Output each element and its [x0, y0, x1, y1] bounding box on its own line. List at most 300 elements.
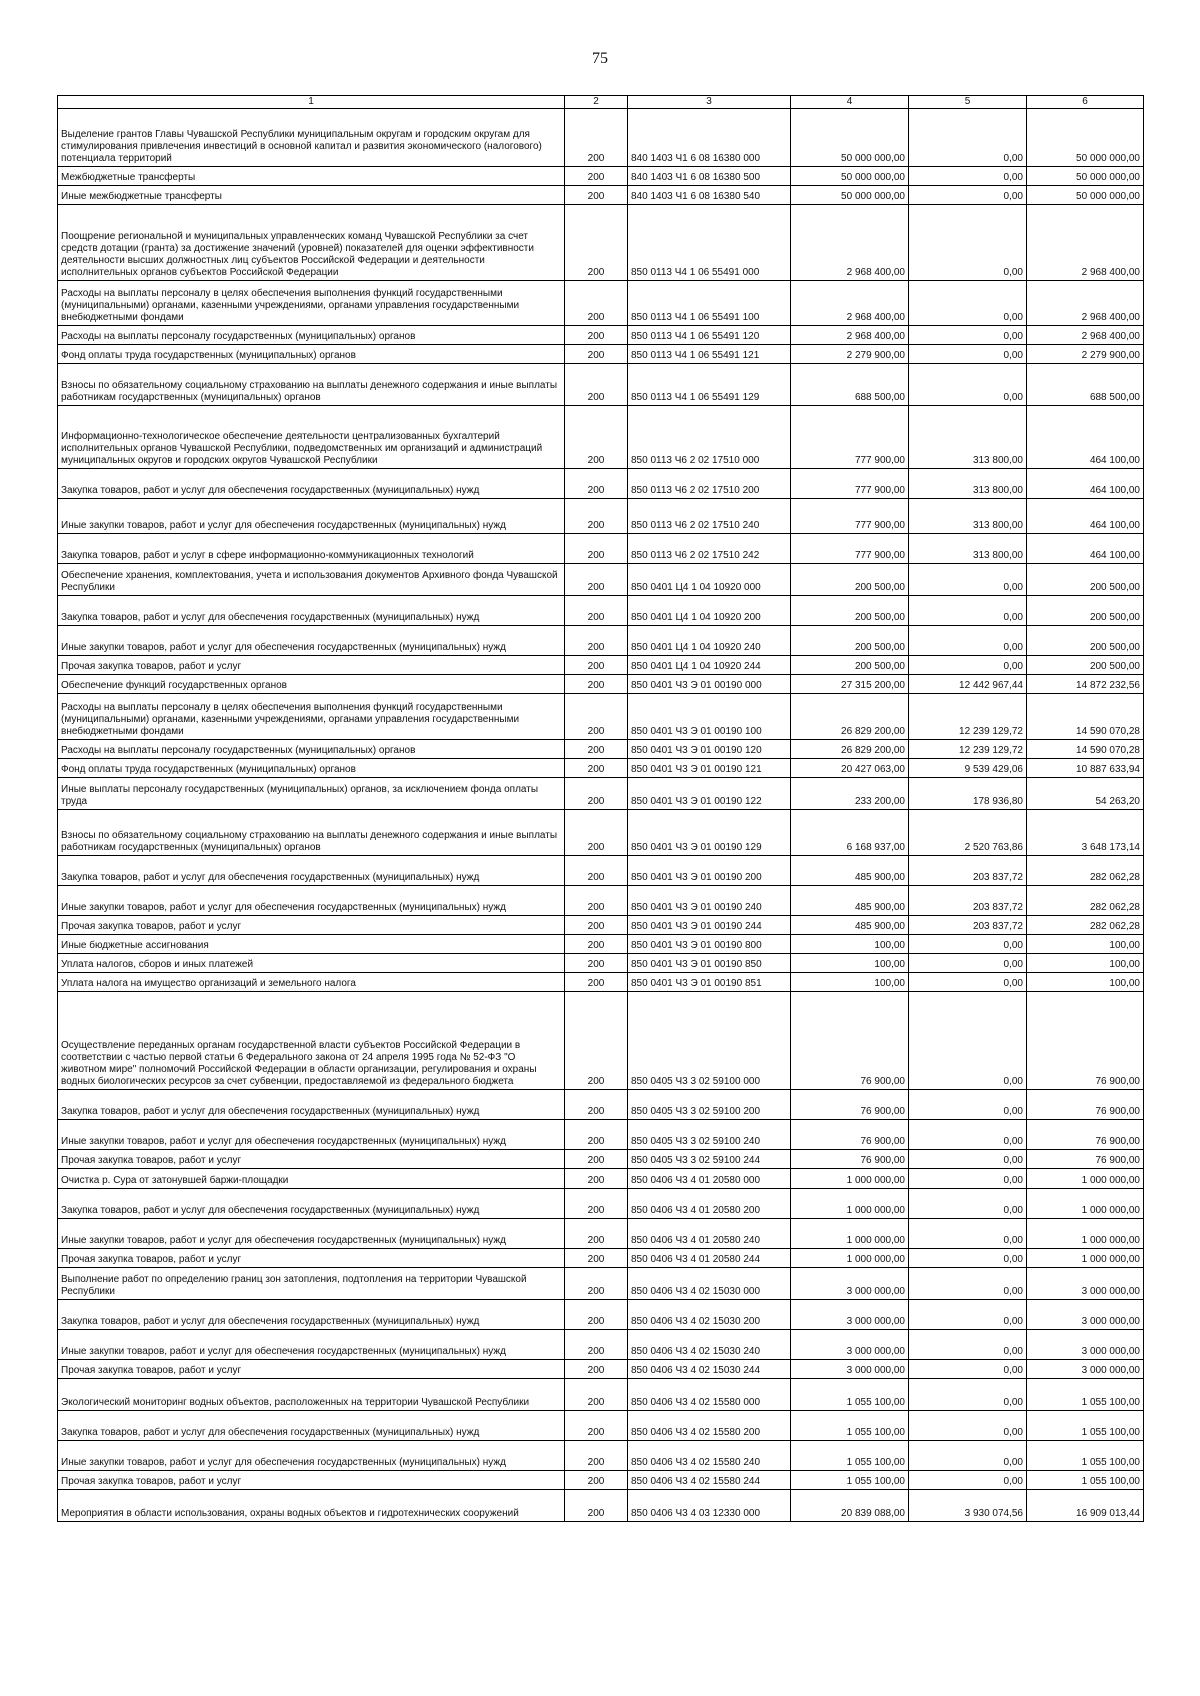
item-name-cell: Закупка товаров, работ и услуг для обеспечения государственных (муниципальных) нужд	[58, 1189, 565, 1219]
budget-code-cell: 850 0406 Ч3 4 02 15580 240	[628, 1441, 791, 1471]
table-row	[58, 1268, 1144, 1300]
budget-code-cell: 850 0401 Ч3 Э 01 00190 200	[628, 856, 791, 886]
executed-amount-cell: 9 539 429,06	[909, 759, 1027, 778]
column-number-row	[58, 96, 1144, 109]
executed-amount-cell: 0,00	[909, 954, 1027, 973]
approved-amount-cell: 777 900,00	[791, 469, 909, 499]
line-code-cell: 200	[565, 281, 628, 326]
remaining-amount-cell: 76 900,00	[1027, 1150, 1144, 1169]
budget-code-cell: 850 0406 Ч3 4 01 20580 244	[628, 1249, 791, 1268]
budget-code-cell: 850 0113 Ч4 1 06 55491 129	[628, 364, 791, 406]
remaining-amount-cell: 2 968 400,00	[1027, 326, 1144, 345]
remaining-amount-cell: 200 500,00	[1027, 656, 1144, 675]
budget-code-cell: 850 0113 Ч6 2 02 17510 000	[628, 406, 791, 469]
executed-amount-cell: 0,00	[909, 109, 1027, 167]
remaining-amount-cell: 1 000 000,00	[1027, 1189, 1144, 1219]
table-row	[58, 759, 1144, 778]
table-row	[58, 856, 1144, 886]
approved-amount-cell: 485 900,00	[791, 886, 909, 916]
approved-amount-cell: 1 000 000,00	[791, 1189, 909, 1219]
executed-amount-cell: 0,00	[909, 1330, 1027, 1360]
remaining-amount-cell: 2 968 400,00	[1027, 205, 1144, 281]
column-header: 5	[909, 96, 1027, 109]
line-code-cell: 200	[565, 1249, 628, 1268]
approved-amount-cell: 200 500,00	[791, 656, 909, 675]
line-code-cell: 200	[565, 1268, 628, 1300]
approved-amount-cell: 27 315 200,00	[791, 675, 909, 694]
executed-amount-cell: 12 239 129,72	[909, 740, 1027, 759]
budget-code-cell: 850 0113 Ч4 1 06 55491 000	[628, 205, 791, 281]
table-row	[58, 364, 1144, 406]
table-row	[58, 469, 1144, 499]
item-name-cell: Прочая закупка товаров, работ и услуг	[58, 1360, 565, 1379]
remaining-amount-cell: 200 500,00	[1027, 564, 1144, 596]
line-code-cell: 200	[565, 810, 628, 856]
column-header: 3	[628, 96, 791, 109]
table-row	[58, 1411, 1144, 1441]
line-code-cell: 200	[565, 1330, 628, 1360]
executed-amount-cell: 0,00	[909, 1268, 1027, 1300]
remaining-amount-cell: 76 900,00	[1027, 1090, 1144, 1120]
executed-amount-cell: 0,00	[909, 1169, 1027, 1189]
approved-amount-cell: 26 829 200,00	[791, 694, 909, 740]
item-name-cell: Иные закупки товаров, работ и услуг для обеспечения государственных (муниципальных) нужд	[58, 499, 565, 534]
budget-code-cell: 850 0406 Ч3 4 02 15580 000	[628, 1379, 791, 1411]
budget-code-cell: 850 0401 Ч3 Э 01 00190 129	[628, 810, 791, 856]
table-row	[58, 1441, 1144, 1471]
executed-amount-cell: 203 837,72	[909, 856, 1027, 886]
line-code-cell: 200	[565, 759, 628, 778]
column-header: 4	[791, 96, 909, 109]
remaining-amount-cell: 200 500,00	[1027, 596, 1144, 626]
table-row	[58, 1471, 1144, 1490]
line-code-cell: 200	[565, 1300, 628, 1330]
remaining-amount-cell: 14 872 232,56	[1027, 675, 1144, 694]
line-code-cell: 200	[565, 856, 628, 886]
budget-code-cell: 850 0406 Ч3 4 01 20580 200	[628, 1189, 791, 1219]
budget-rows	[58, 109, 1144, 1522]
remaining-amount-cell: 2 968 400,00	[1027, 281, 1144, 326]
budget-code-cell: 850 0401 Ч3 Э 01 00190 800	[628, 935, 791, 954]
remaining-amount-cell: 1 055 100,00	[1027, 1411, 1144, 1441]
remaining-amount-cell: 1 000 000,00	[1027, 1169, 1144, 1189]
line-code-cell: 200	[565, 778, 628, 810]
table-row	[58, 954, 1144, 973]
executed-amount-cell: 0,00	[909, 1379, 1027, 1411]
budget-code-cell: 850 0406 Ч3 4 02 15580 244	[628, 1471, 791, 1490]
remaining-amount-cell: 3 648 173,14	[1027, 810, 1144, 856]
executed-amount-cell: 3 930 074,56	[909, 1490, 1027, 1522]
budget-code-cell: 850 0113 Ч6 2 02 17510 200	[628, 469, 791, 499]
budget-code-cell: 850 0401 Ц4 1 04 10920 240	[628, 626, 791, 656]
executed-amount-cell: 0,00	[909, 205, 1027, 281]
table-row	[58, 973, 1144, 992]
item-name-cell: Уплата налогов, сборов и иных платежей	[58, 954, 565, 973]
budget-code-cell: 850 0401 Ч3 Э 01 00190 850	[628, 954, 791, 973]
item-name-cell: Закупка товаров, работ и услуг в сфере информационно-коммуникационных технологий	[58, 534, 565, 564]
remaining-amount-cell: 2 279 900,00	[1027, 345, 1144, 364]
table-row	[58, 1219, 1144, 1249]
approved-amount-cell: 2 968 400,00	[791, 326, 909, 345]
table-row	[58, 205, 1144, 281]
approved-amount-cell: 50 000 000,00	[791, 167, 909, 186]
item-name-cell: Иные закупки товаров, работ и услуг для обеспечения государственных (муниципальных) нужд	[58, 1219, 565, 1249]
approved-amount-cell: 3 000 000,00	[791, 1360, 909, 1379]
page-number: 75	[592, 50, 608, 67]
table-row	[58, 406, 1144, 469]
table-row	[58, 596, 1144, 626]
executed-amount-cell: 0,00	[909, 992, 1027, 1090]
approved-amount-cell: 100,00	[791, 935, 909, 954]
approved-amount-cell: 50 000 000,00	[791, 109, 909, 167]
budget-code-cell: 850 0406 Ч3 4 02 15030 244	[628, 1360, 791, 1379]
budget-code-cell: 850 0401 Ч3 Э 01 00190 244	[628, 916, 791, 935]
executed-amount-cell: 2 520 763,86	[909, 810, 1027, 856]
budget-code-cell: 850 0401 Ц4 1 04 10920 244	[628, 656, 791, 675]
remaining-amount-cell: 54 263,20	[1027, 778, 1144, 810]
table-row	[58, 778, 1144, 810]
budget-code-cell: 850 0406 Ч3 4 02 15030 240	[628, 1330, 791, 1360]
remaining-amount-cell: 50 000 000,00	[1027, 109, 1144, 167]
budget-code-cell: 850 0113 Ч6 2 02 17510 240	[628, 499, 791, 534]
executed-amount-cell: 0,00	[909, 1300, 1027, 1330]
executed-amount-cell: 0,00	[909, 564, 1027, 596]
line-code-cell: 200	[565, 596, 628, 626]
budget-execution-table	[57, 95, 1144, 1522]
remaining-amount-cell: 76 900,00	[1027, 1120, 1144, 1150]
table-row	[58, 916, 1144, 935]
table-row	[58, 564, 1144, 596]
line-code-cell: 200	[565, 1219, 628, 1249]
line-code-cell: 200	[565, 1189, 628, 1219]
approved-amount-cell: 200 500,00	[791, 564, 909, 596]
item-name-cell: Иные межбюджетные трансферты	[58, 186, 565, 205]
remaining-amount-cell: 1 000 000,00	[1027, 1219, 1144, 1249]
item-name-cell: Закупка товаров, работ и услуг для обеспечения государственных (муниципальных) нужд	[58, 596, 565, 626]
budget-code-cell: 850 0401 Ч3 Э 01 00190 000	[628, 675, 791, 694]
executed-amount-cell: 313 800,00	[909, 469, 1027, 499]
approved-amount-cell: 76 900,00	[791, 1150, 909, 1169]
remaining-amount-cell: 282 062,28	[1027, 916, 1144, 935]
remaining-amount-cell: 16 909 013,44	[1027, 1490, 1144, 1522]
table-row	[58, 1120, 1144, 1150]
line-code-cell: 200	[565, 364, 628, 406]
item-name-cell: Взносы по обязательному социальному страхованию на выплаты денежного содержания и иные выплаты работникам государственных (муниципальных) органов	[58, 364, 565, 406]
line-code-cell: 200	[565, 694, 628, 740]
executed-amount-cell: 0,00	[909, 364, 1027, 406]
executed-amount-cell: 0,00	[909, 656, 1027, 675]
line-code-cell: 200	[565, 916, 628, 935]
column-header: 6	[1027, 96, 1144, 109]
budget-code-cell: 850 0401 Ч3 Э 01 00190 851	[628, 973, 791, 992]
executed-amount-cell: 0,00	[909, 1471, 1027, 1490]
table-row	[58, 1300, 1144, 1330]
executed-amount-cell: 12 442 967,44	[909, 675, 1027, 694]
executed-amount-cell: 203 837,72	[909, 886, 1027, 916]
approved-amount-cell: 3 000 000,00	[791, 1268, 909, 1300]
table-row	[58, 935, 1144, 954]
remaining-amount-cell: 1 055 100,00	[1027, 1471, 1144, 1490]
approved-amount-cell: 485 900,00	[791, 916, 909, 935]
executed-amount-cell: 0,00	[909, 281, 1027, 326]
table-row	[58, 186, 1144, 205]
executed-amount-cell: 0,00	[909, 1120, 1027, 1150]
approved-amount-cell: 26 829 200,00	[791, 740, 909, 759]
remaining-amount-cell: 50 000 000,00	[1027, 186, 1144, 205]
line-code-cell: 200	[565, 935, 628, 954]
item-name-cell: Расходы на выплаты персоналу государственных (муниципальных) органов	[58, 740, 565, 759]
line-code-cell: 200	[565, 406, 628, 469]
line-code-cell: 200	[565, 954, 628, 973]
line-code-cell: 200	[565, 656, 628, 675]
table-row	[58, 534, 1144, 564]
budget-code-cell: 850 0401 Ц4 1 04 10920 000	[628, 564, 791, 596]
item-name-cell: Прочая закупка товаров, работ и услуг	[58, 1150, 565, 1169]
budget-code-cell: 850 0406 Ч3 4 03 12330 000	[628, 1490, 791, 1522]
remaining-amount-cell: 3 000 000,00	[1027, 1330, 1144, 1360]
approved-amount-cell: 1 055 100,00	[791, 1441, 909, 1471]
table-row	[58, 656, 1144, 675]
remaining-amount-cell: 464 100,00	[1027, 469, 1144, 499]
remaining-amount-cell: 100,00	[1027, 954, 1144, 973]
table-row	[58, 1330, 1144, 1360]
column-header: 2	[565, 96, 628, 109]
table-row	[58, 886, 1144, 916]
line-code-cell: 200	[565, 1169, 628, 1189]
remaining-amount-cell: 464 100,00	[1027, 406, 1144, 469]
line-code-cell: 200	[565, 1360, 628, 1379]
remaining-amount-cell: 10 887 633,94	[1027, 759, 1144, 778]
table-row	[58, 1379, 1144, 1411]
line-code-cell: 200	[565, 1441, 628, 1471]
budget-code-cell: 850 0401 Ч3 Э 01 00190 121	[628, 759, 791, 778]
remaining-amount-cell: 282 062,28	[1027, 886, 1144, 916]
approved-amount-cell: 76 900,00	[791, 992, 909, 1090]
budget-code-cell: 840 1403 Ч1 6 08 16380 540	[628, 186, 791, 205]
executed-amount-cell: 0,00	[909, 167, 1027, 186]
table-row	[58, 1090, 1144, 1120]
executed-amount-cell: 0,00	[909, 326, 1027, 345]
line-code-cell: 200	[565, 534, 628, 564]
budget-code-cell: 850 0113 Ч4 1 06 55491 120	[628, 326, 791, 345]
line-code-cell: 200	[565, 973, 628, 992]
budget-code-cell: 850 0405 Ч3 3 02 59100 240	[628, 1120, 791, 1150]
executed-amount-cell: 0,00	[909, 935, 1027, 954]
approved-amount-cell: 20 839 088,00	[791, 1490, 909, 1522]
table-row	[58, 740, 1144, 759]
table-row	[58, 326, 1144, 345]
remaining-amount-cell: 464 100,00	[1027, 534, 1144, 564]
approved-amount-cell: 50 000 000,00	[791, 186, 909, 205]
table-row	[58, 626, 1144, 656]
executed-amount-cell: 178 936,80	[909, 778, 1027, 810]
approved-amount-cell: 200 500,00	[791, 626, 909, 656]
executed-amount-cell: 313 800,00	[909, 534, 1027, 564]
table-row	[58, 1169, 1144, 1189]
approved-amount-cell: 76 900,00	[791, 1120, 909, 1150]
executed-amount-cell: 203 837,72	[909, 916, 1027, 935]
line-code-cell: 200	[565, 992, 628, 1090]
remaining-amount-cell: 14 590 070,28	[1027, 694, 1144, 740]
line-code-cell: 200	[565, 1411, 628, 1441]
remaining-amount-cell: 3 000 000,00	[1027, 1300, 1144, 1330]
item-name-cell: Мероприятия в области использования, охраны водных объектов и гидротехнических сооружений	[58, 1490, 565, 1522]
approved-amount-cell: 20 427 063,00	[791, 759, 909, 778]
item-name-cell: Иные бюджетные ассигнования	[58, 935, 565, 954]
item-name-cell: Межбюджетные трансферты	[58, 167, 565, 186]
remaining-amount-cell: 688 500,00	[1027, 364, 1144, 406]
approved-amount-cell: 688 500,00	[791, 364, 909, 406]
line-code-cell: 200	[565, 326, 628, 345]
line-code-cell: 200	[565, 1379, 628, 1411]
table-row	[58, 109, 1144, 167]
executed-amount-cell: 313 800,00	[909, 499, 1027, 534]
item-name-cell: Закупка товаров, работ и услуг для обеспечения государственных (муниципальных) нужд	[58, 1090, 565, 1120]
approved-amount-cell: 1 055 100,00	[791, 1379, 909, 1411]
approved-amount-cell: 100,00	[791, 954, 909, 973]
executed-amount-cell: 0,00	[909, 626, 1027, 656]
approved-amount-cell: 1 000 000,00	[791, 1219, 909, 1249]
table-row	[58, 675, 1144, 694]
budget-code-cell: 850 0406 Ч3 4 01 20580 240	[628, 1219, 791, 1249]
approved-amount-cell: 6 168 937,00	[791, 810, 909, 856]
item-name-cell: Взносы по обязательному социальному страхованию на выплаты денежного содержания и иные выплаты работникам государственных (муниципальных) органов	[58, 810, 565, 856]
approved-amount-cell: 2 968 400,00	[791, 281, 909, 326]
executed-amount-cell: 0,00	[909, 1090, 1027, 1120]
budget-code-cell: 850 0405 Ч3 3 02 59100 200	[628, 1090, 791, 1120]
line-code-cell: 200	[565, 740, 628, 759]
budget-code-cell: 850 0405 Ч3 3 02 59100 000	[628, 992, 791, 1090]
executed-amount-cell: 0,00	[909, 186, 1027, 205]
table-row	[58, 1490, 1144, 1522]
item-name-cell: Расходы на выплаты персоналу государственных (муниципальных) органов	[58, 326, 565, 345]
line-code-cell: 200	[565, 626, 628, 656]
executed-amount-cell: 0,00	[909, 1150, 1027, 1169]
executed-amount-cell: 0,00	[909, 1441, 1027, 1471]
table-row	[58, 992, 1144, 1090]
item-name-cell: Расходы на выплаты персоналу в целях обеспечения выполнения функций государственными (муниципальными) органами, казенными учреждениями, органами управления государственными внебюджетными фондами	[58, 281, 565, 326]
budget-code-cell: 850 0405 Ч3 3 02 59100 244	[628, 1150, 791, 1169]
remaining-amount-cell: 1 055 100,00	[1027, 1379, 1144, 1411]
remaining-amount-cell: 76 900,00	[1027, 992, 1144, 1090]
budget-code-cell: 850 0406 Ч3 4 02 15580 200	[628, 1411, 791, 1441]
table-row	[58, 345, 1144, 364]
item-name-cell: Поощрение региональной и муниципальных управленческих команд Чувашской Республики за счет средств дотации (гранта) за достижение значений (уровней) показателей для оценки эффективности деятельности высших должностных лиц субъектов Российской Федерации и деятельности исполнительных органов субъектов Российской Федерации	[58, 205, 565, 281]
line-code-cell: 200	[565, 499, 628, 534]
line-code-cell: 200	[565, 564, 628, 596]
approved-amount-cell: 76 900,00	[791, 1090, 909, 1120]
item-name-cell: Экологический мониторинг водных объектов, расположенных на территории Чувашской Республики	[58, 1379, 565, 1411]
executed-amount-cell: 12 239 129,72	[909, 694, 1027, 740]
line-code-cell: 200	[565, 1471, 628, 1490]
line-code-cell: 200	[565, 1150, 628, 1169]
budget-code-cell: 850 0113 Ч4 1 06 55491 100	[628, 281, 791, 326]
item-name-cell: Иные закупки товаров, работ и услуг для обеспечения государственных (муниципальных) нужд	[58, 626, 565, 656]
table-row	[58, 1150, 1144, 1169]
executed-amount-cell: 313 800,00	[909, 406, 1027, 469]
remaining-amount-cell: 3 000 000,00	[1027, 1268, 1144, 1300]
line-code-cell: 200	[565, 1090, 628, 1120]
item-name-cell: Закупка товаров, работ и услуг для обеспечения государственных (муниципальных) нужд	[58, 1300, 565, 1330]
item-name-cell: Информационно-технологическое обеспечение деятельности централизованных бухгалтерий исполнительных органов Чувашской Республики, подведомственных им организаций и администраций муниципальных округов и городских округов Чувашской Республики	[58, 406, 565, 469]
remaining-amount-cell: 1 000 000,00	[1027, 1249, 1144, 1268]
item-name-cell: Расходы на выплаты персоналу в целях обеспечения выполнения функций государственными (муниципальными) органами, казенными учреждениями, органами управления государственными внебюджетными фондами	[58, 694, 565, 740]
item-name-cell: Иные закупки товаров, работ и услуг для обеспечения государственных (муниципальных) нужд	[58, 1120, 565, 1150]
budget-code-cell: 850 0406 Ч3 4 02 15030 000	[628, 1268, 791, 1300]
item-name-cell: Прочая закупка товаров, работ и услуг	[58, 916, 565, 935]
line-code-cell: 200	[565, 1120, 628, 1150]
budget-code-cell: 850 0401 Ч3 Э 01 00190 240	[628, 886, 791, 916]
column-header: 1	[58, 96, 565, 109]
approved-amount-cell: 777 900,00	[791, 534, 909, 564]
table-row	[58, 167, 1144, 186]
table-row	[58, 281, 1144, 326]
item-name-cell: Фонд оплаты труда государственных (муниципальных) органов	[58, 759, 565, 778]
item-name-cell: Выделение грантов Главы Чувашской Республики муниципальным округам и городским округам для стимулирования привлечения инвестиций в основной капитал и развития экономического (налогового) потенциала территорий	[58, 109, 565, 167]
item-name-cell: Очистка р. Сура от затонувшей баржи-площадки	[58, 1169, 565, 1189]
remaining-amount-cell: 50 000 000,00	[1027, 167, 1144, 186]
line-code-cell: 200	[565, 886, 628, 916]
item-name-cell: Прочая закупка товаров, работ и услуг	[58, 656, 565, 675]
remaining-amount-cell: 3 000 000,00	[1027, 1360, 1144, 1379]
approved-amount-cell: 2 279 900,00	[791, 345, 909, 364]
item-name-cell: Закупка товаров, работ и услуг для обеспечения государственных (муниципальных) нужд	[58, 469, 565, 499]
executed-amount-cell: 0,00	[909, 1219, 1027, 1249]
approved-amount-cell: 1 000 000,00	[791, 1249, 909, 1268]
table-row	[58, 694, 1144, 740]
budget-code-cell: 850 0113 Ч6 2 02 17510 242	[628, 534, 791, 564]
item-name-cell: Прочая закупка товаров, работ и услуг	[58, 1471, 565, 1490]
remaining-amount-cell: 200 500,00	[1027, 626, 1144, 656]
remaining-amount-cell: 100,00	[1027, 973, 1144, 992]
approved-amount-cell: 233 200,00	[791, 778, 909, 810]
line-code-cell: 200	[565, 205, 628, 281]
item-name-cell: Фонд оплаты труда государственных (муниципальных) органов	[58, 345, 565, 364]
item-name-cell: Выполнение работ по определению границ зон затопления, подтопления на территории Чувашской Республики	[58, 1268, 565, 1300]
line-code-cell: 200	[565, 109, 628, 167]
executed-amount-cell: 0,00	[909, 1411, 1027, 1441]
approved-amount-cell: 777 900,00	[791, 406, 909, 469]
table-row	[58, 499, 1144, 534]
executed-amount-cell: 0,00	[909, 1249, 1027, 1268]
approved-amount-cell: 1 055 100,00	[791, 1411, 909, 1441]
budget-code-cell: 850 0401 Ч3 Э 01 00190 122	[628, 778, 791, 810]
item-name-cell: Иные закупки товаров, работ и услуг для обеспечения государственных (муниципальных) нужд	[58, 1441, 565, 1471]
table-row	[58, 1189, 1144, 1219]
line-code-cell: 200	[565, 167, 628, 186]
budget-code-cell: 850 0113 Ч4 1 06 55491 121	[628, 345, 791, 364]
item-name-cell: Закупка товаров, работ и услуг для обеспечения государственных (муниципальных) нужд	[58, 1411, 565, 1441]
approved-amount-cell: 777 900,00	[791, 499, 909, 534]
remaining-amount-cell: 464 100,00	[1027, 499, 1144, 534]
line-code-cell: 200	[565, 186, 628, 205]
line-code-cell: 200	[565, 345, 628, 364]
item-name-cell: Прочая закупка товаров, работ и услуг	[58, 1249, 565, 1268]
approved-amount-cell: 485 900,00	[791, 856, 909, 886]
remaining-amount-cell: 1 055 100,00	[1027, 1441, 1144, 1471]
approved-amount-cell: 200 500,00	[791, 596, 909, 626]
table-row	[58, 1249, 1144, 1268]
executed-amount-cell: 0,00	[909, 1189, 1027, 1219]
remaining-amount-cell: 282 062,28	[1027, 856, 1144, 886]
line-code-cell: 200	[565, 469, 628, 499]
budget-code-cell: 840 1403 Ч1 6 08 16380 500	[628, 167, 791, 186]
executed-amount-cell: 0,00	[909, 1360, 1027, 1379]
table-row	[58, 810, 1144, 856]
executed-amount-cell: 0,00	[909, 345, 1027, 364]
item-name-cell: Осуществление переданных органам государственной власти субъектов Российской Федерации в соответствии с частью первой статьи 6 Федерального закона от 24 апреля 1995 года № 52-ФЗ "О животном мире" полномочий Российской Федерации в области организации, регулирования и охраны водных биологических ресурсов за счет субвенции, предоставляемой из федерального бюджета	[58, 992, 565, 1090]
item-name-cell: Обеспечение хранения, комплектования, учета и использования документов Архивного фонда Чувашской Республики	[58, 564, 565, 596]
